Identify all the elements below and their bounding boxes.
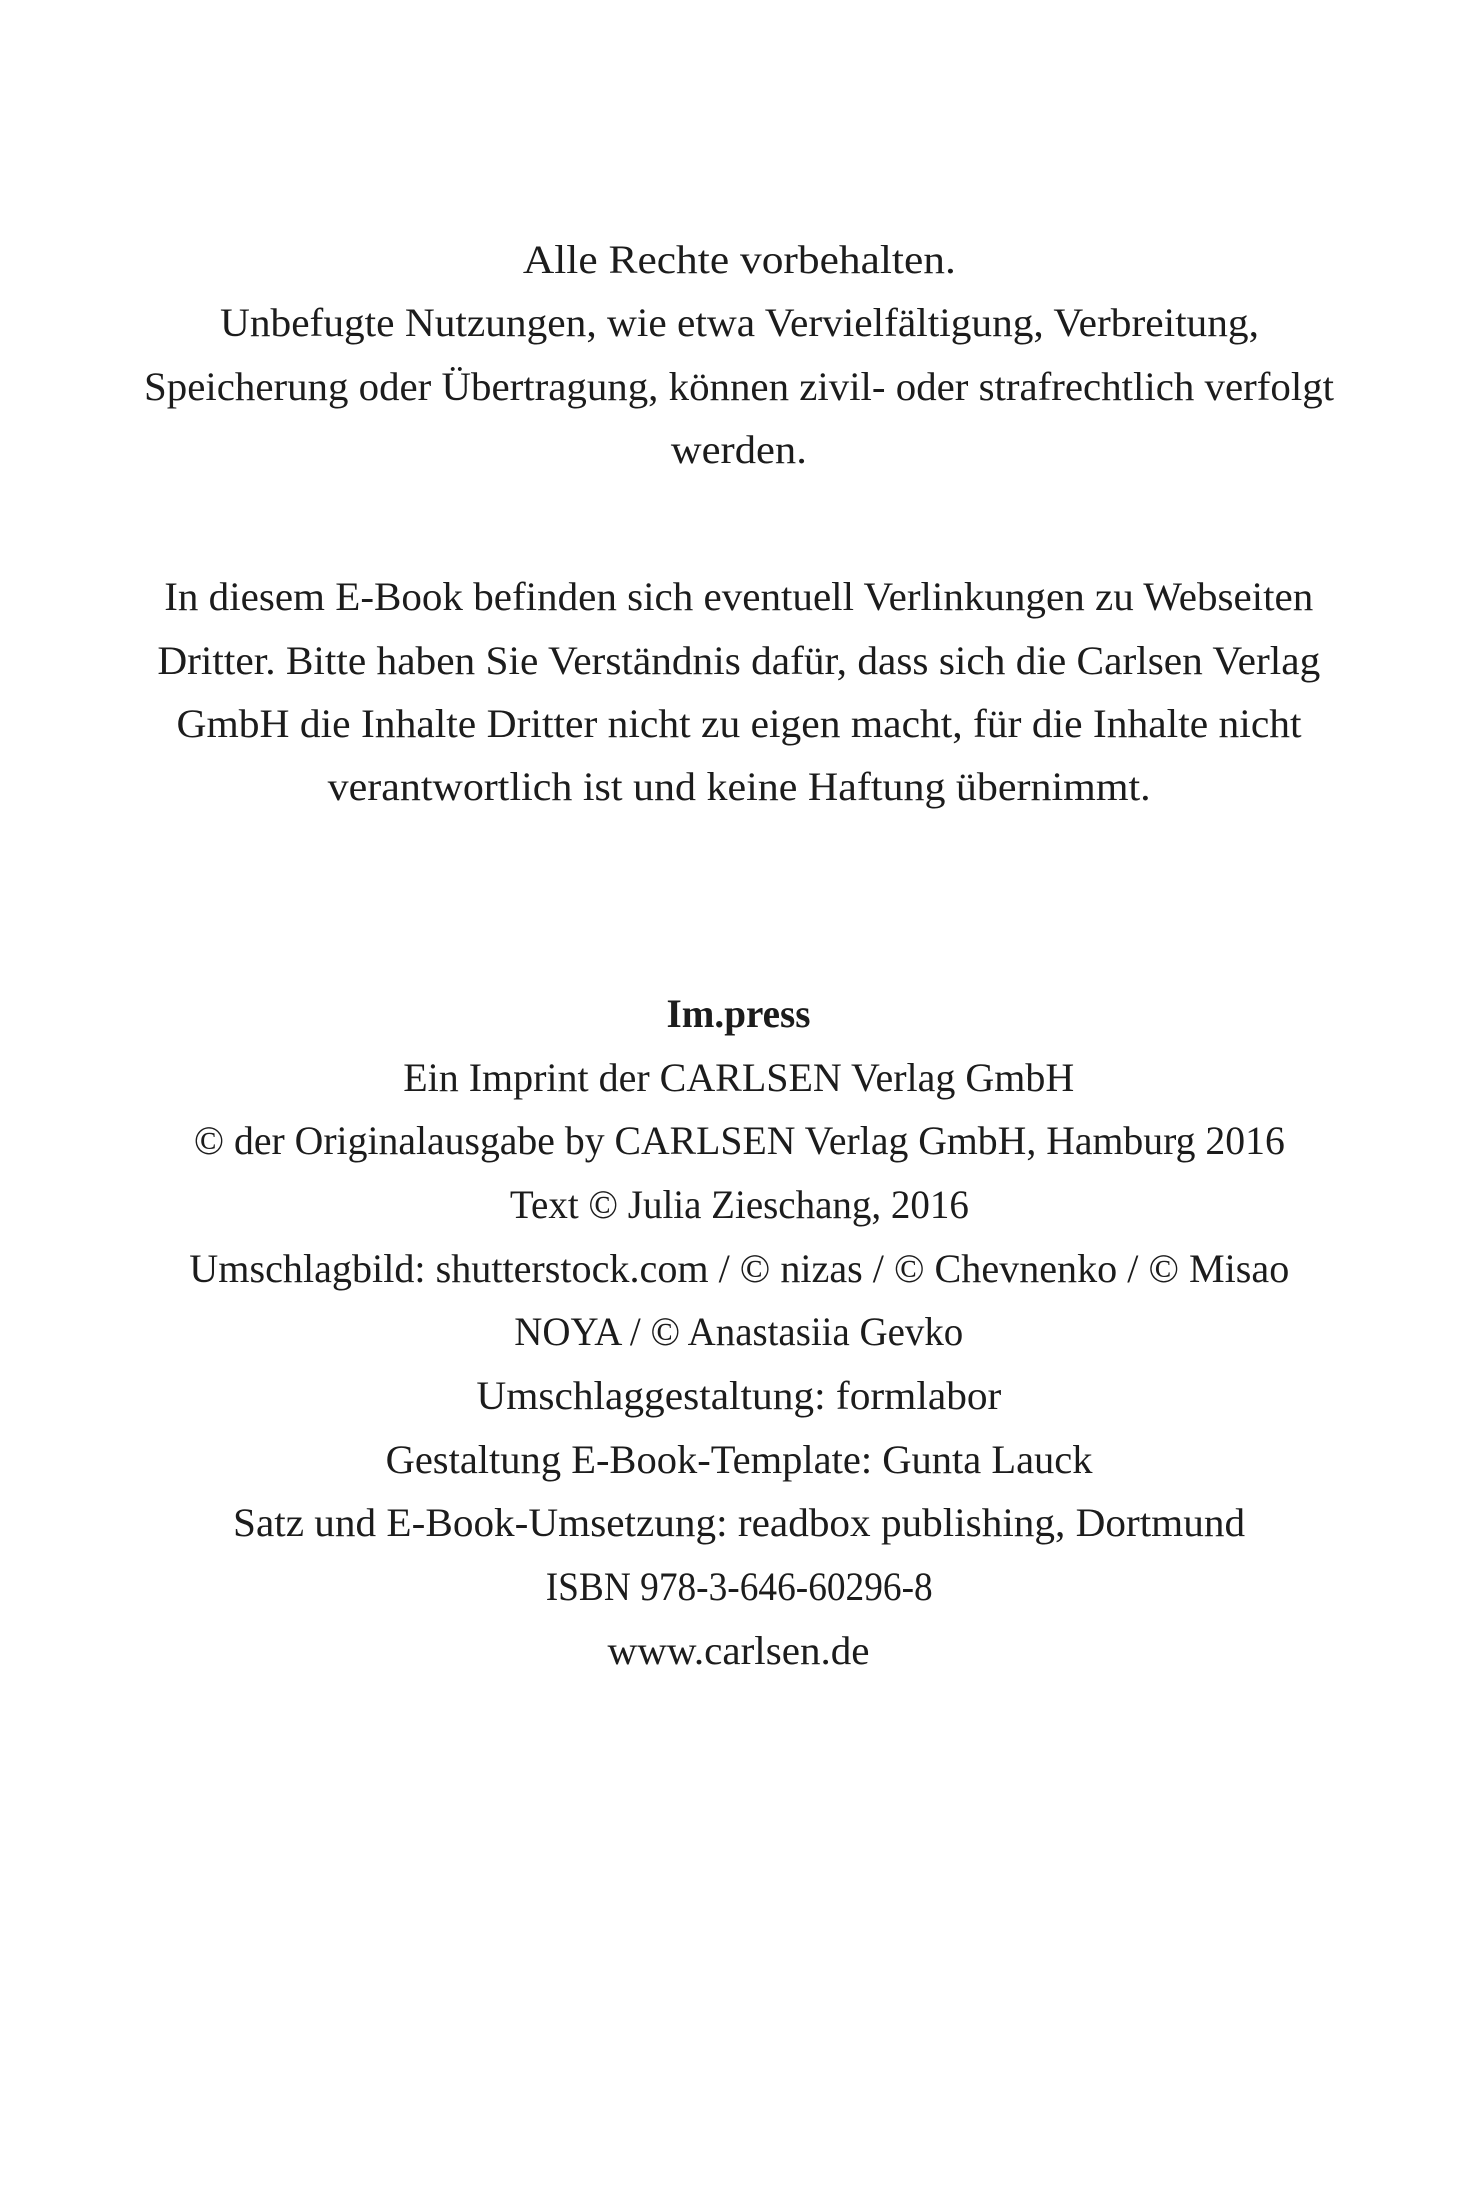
- typesetting-text: Satz und E-Book-Umsetzung: readbox publishing, Dortmund: [232, 1500, 1246, 1545]
- link-disclaimer-line: [0, 574, 1478, 619]
- ebook-template-credit: [0, 1437, 1478, 1482]
- rights-notice-line: [0, 427, 1478, 472]
- link-disclaimer-text: Dritter. Bitte haben Sie Verständnis dafür, dass sich die Carlsen Verlag: [157, 638, 1321, 683]
- link-disclaimer-text: GmbH die Inhalte Dritter nicht zu eigen macht, für die Inhalte nicht: [176, 701, 1302, 746]
- original-copyright: [0, 1118, 1478, 1163]
- cover-image-credit-text: NOYA / © Anastasiia Gevko: [514, 1309, 964, 1354]
- cover-design-credit: [0, 1373, 1478, 1418]
- link-disclaimer-text: In diesem E-Book befinden sich eventuell Verlinkungen zu Webseiten: [164, 574, 1314, 619]
- text-copyright-text: Text © Julia Zieschang, 2016: [509, 1182, 969, 1227]
- link-disclaimer-line: [0, 701, 1478, 746]
- rights-notice-text: Speicherung oder Übertragung, können zivil- oder strafrechtlich verfolgt: [144, 364, 1334, 409]
- rights-notice-line: [0, 237, 1478, 282]
- rights-notice-line: [0, 300, 1478, 345]
- isbn-text: ISBN 978-3-646-60296-8: [545, 1564, 933, 1609]
- link-disclaimer-line: [0, 764, 1478, 809]
- link-disclaimer-text: verantwortlich ist und keine Haftung übernimmt.: [327, 764, 1151, 809]
- rights-notice-text: werden.: [671, 427, 807, 472]
- text-copyright: [0, 1182, 1478, 1227]
- imprint-title: [0, 991, 1478, 1036]
- rights-notice-text: Alle Rechte vorbehalten.: [522, 237, 956, 282]
- cover-image-credit-text: Umschlagbild: shutterstock.com / © nizas / © Chevnenko / © Misao: [189, 1246, 1289, 1291]
- typesetting-credit: [0, 1500, 1478, 1545]
- cover-image-credit: [0, 1309, 1478, 1354]
- cover-image-credit: [0, 1246, 1478, 1291]
- cover-design-text: Umschlaggestaltung: formlabor: [476, 1373, 1002, 1418]
- ebook-template-text: Gestaltung E-Book-Template: Gunta Lauck: [385, 1437, 1093, 1482]
- imprint-publisher: [0, 1055, 1478, 1100]
- website: [0, 1628, 1478, 1673]
- isbn: [0, 1564, 1478, 1609]
- original-copyright-text: © der Originalausgabe by CARLSEN Verlag GmbH, Hamburg 2016: [193, 1118, 1285, 1163]
- publisher-text: Ein Imprint der CARLSEN Verlag GmbH: [403, 1055, 1075, 1100]
- imprint-title-text: Im.press: [666, 991, 812, 1036]
- link-disclaimer-line: [0, 638, 1478, 683]
- rights-notice-line: [0, 364, 1478, 409]
- rights-notice-text: Unbefugte Nutzungen, wie etwa Vervielfältigung, Verbreitung,: [219, 300, 1259, 345]
- website-text: www.carlsen.de: [607, 1628, 870, 1673]
